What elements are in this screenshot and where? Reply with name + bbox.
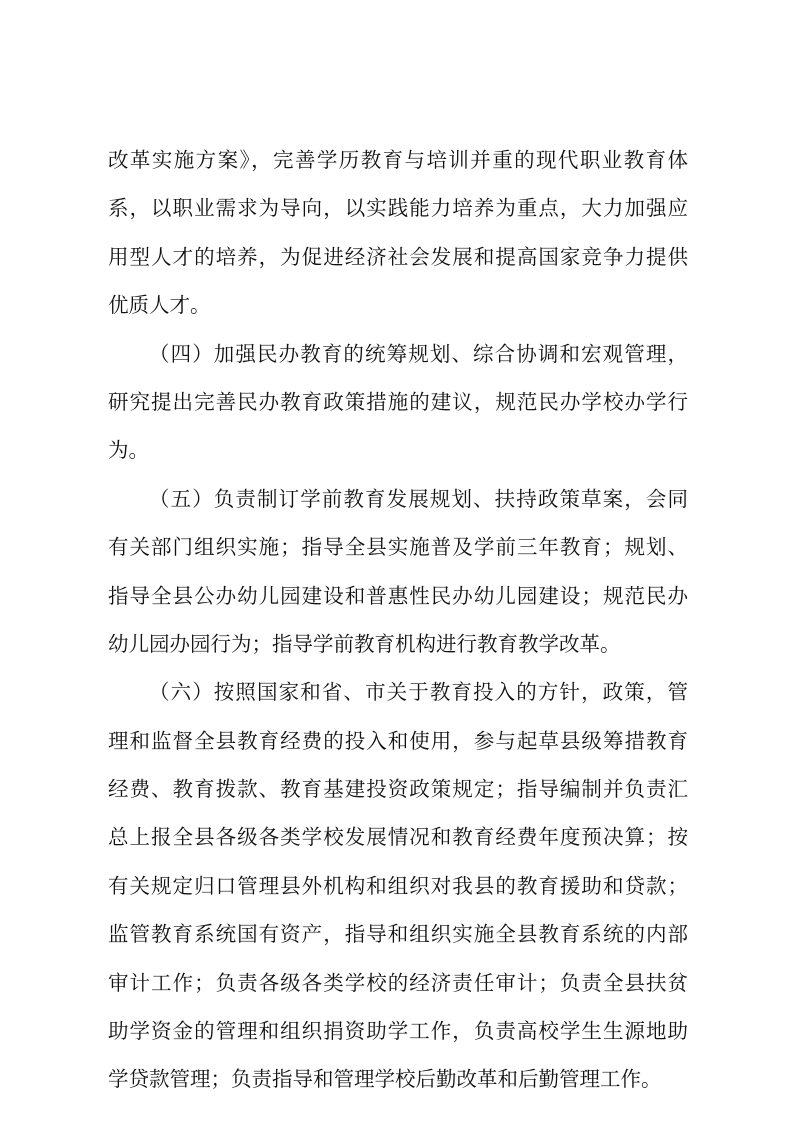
paragraph-section-6 (108, 668, 688, 1104)
text-line: 有关部门组织实施；指导全县实施普及学前三年教育；规划、 (108, 535, 688, 560)
text-line: 审计工作；负责各级各类学校的经济责任审计；负责全县扶贫 (108, 970, 688, 995)
text-line: 总上报全县各级各类学校发展情况和教育经费年度预决算；按 (108, 825, 688, 850)
text-line: 助学资金的管理和组织捐资助学工作，负责高校学生生源地助 (108, 1019, 688, 1044)
text-line: 指导全县公办幼儿园建设和普惠性民办幼儿园建设；规范民办 (108, 583, 688, 608)
text-line: 用型人才的培养，为促进经济社会发展和提高国家竞争力提供 (108, 244, 688, 269)
text-line: 为。 (108, 438, 149, 463)
text-line: （六）按照国家和省、市关于教育投入的方针，政策，管 (149, 680, 688, 705)
text-line: （四）加强民办教育的统筹规划、综合协调和宏观管理， (149, 341, 688, 366)
text-line: 经费、教育拨款、教育基建投资政策规定；指导编制并负责汇 (108, 777, 688, 802)
text-line: 有关规定归口管理县外机构和组织对我县的教育援助和贷款； (108, 873, 688, 898)
text-line: 学贷款管理；负责指导和管理学校后勤改革和后勤管理工作。 (108, 1067, 662, 1092)
text-line: 系，以职业需求为导向，以实践能力培养为重点，大力加强应 (108, 196, 688, 221)
text-line: 幼儿园办园行为；指导学前教育机构进行教育教学改革。 (108, 631, 621, 656)
text-line: 监管教育系统国有资产，指导和组织实施全县教育系统的内部 (108, 922, 688, 947)
text-line: 改革实施方案》，完善学历教育与培训并重的现代职业教育体 (108, 148, 688, 172)
text-line: 优质人才。 (108, 293, 211, 318)
text-line: 理和监督全县教育经费的投入和使用，参与起草县级筹措教育 (108, 728, 688, 753)
text-line: （五）负责制订学前教育发展规划、扶持政策草案，会同 (149, 486, 688, 511)
paragraph-section-4 (108, 330, 688, 475)
document-body (108, 136, 688, 1104)
paragraph-continuation (108, 136, 688, 330)
text-line: 研究提出完善民办教育政策措施的建议，规范民办学校办学行 (108, 389, 688, 414)
paragraph-section-5 (108, 475, 688, 669)
